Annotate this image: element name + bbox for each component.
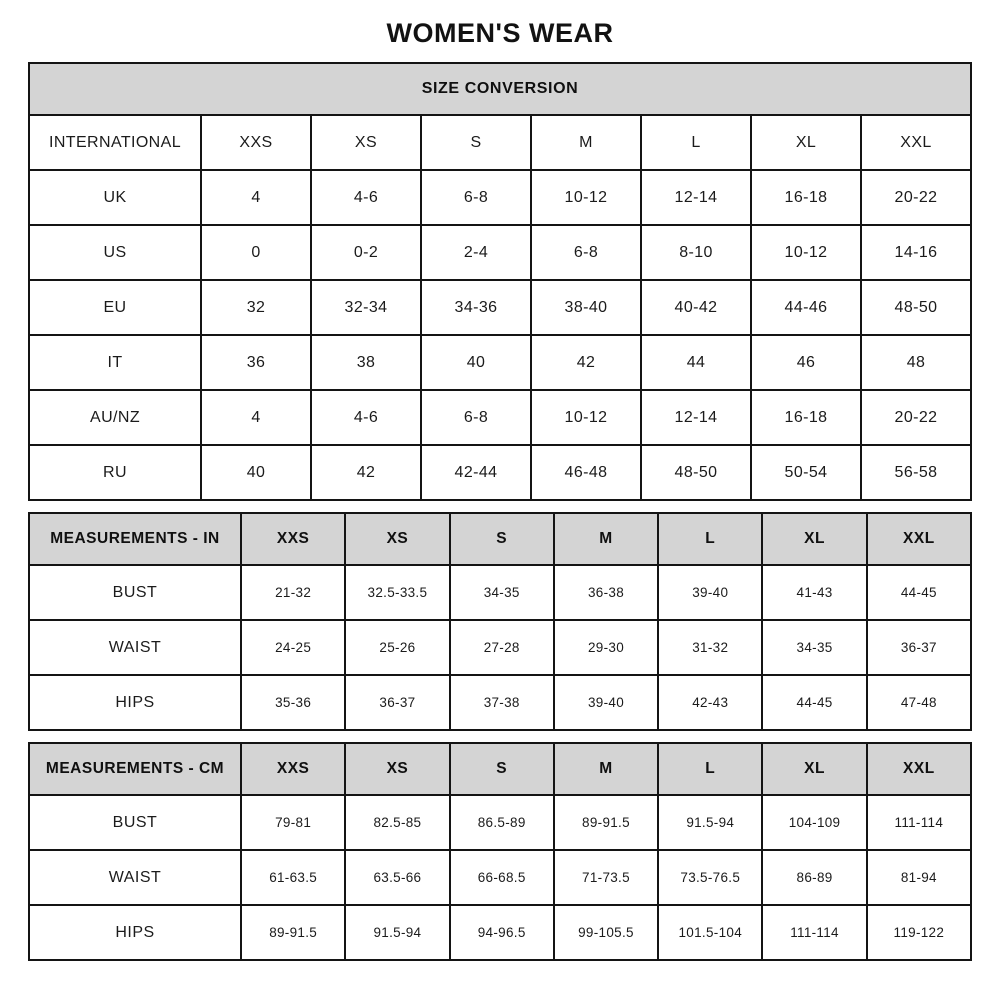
table-row-us	[29, 225, 971, 280]
col-header-s: S	[450, 743, 554, 795]
measure-cell: 99-105.5	[554, 905, 658, 960]
size-cell: 4	[201, 170, 311, 225]
row-label-uk: UK	[29, 170, 201, 225]
measure-cell: 101.5-104	[658, 905, 762, 960]
measure-cell: 111-114	[867, 795, 971, 850]
size-cell: 12-14	[641, 170, 751, 225]
size-cell: 8-10	[641, 225, 751, 280]
column-header-row	[29, 115, 971, 170]
size-cell: 42-44	[421, 445, 531, 500]
size-cell: 48-50	[641, 445, 751, 500]
size-cell: 50-54	[751, 445, 861, 500]
col-header-xs: XS	[345, 743, 449, 795]
column-header-row	[29, 743, 971, 795]
measure-cell: 86-89	[762, 850, 866, 905]
size-cell: 10-12	[531, 170, 641, 225]
row-label-bust: BUST	[29, 565, 241, 620]
size-cell: 4	[201, 390, 311, 445]
row-label-ru: RU	[29, 445, 201, 500]
measure-cell: 71-73.5	[554, 850, 658, 905]
table-row-aunz	[29, 390, 971, 445]
size-cell: 12-14	[641, 390, 751, 445]
size-cell: 48	[861, 335, 971, 390]
size-cell: 4-6	[311, 170, 421, 225]
col-header-xxs: XXS	[241, 513, 345, 565]
col-header-s: S	[421, 115, 531, 170]
size-cell: 42	[531, 335, 641, 390]
col-header-l: L	[641, 115, 751, 170]
measurements-in-header: MEASUREMENTS - IN	[29, 513, 241, 565]
size-cell: 38-40	[531, 280, 641, 335]
table-row-hips-cm	[29, 905, 971, 960]
table-row-uk	[29, 170, 971, 225]
table-row-waist-cm	[29, 850, 971, 905]
size-cell: 0-2	[311, 225, 421, 280]
table-row-bust-in	[29, 565, 971, 620]
measure-cell: 104-109	[762, 795, 866, 850]
measure-cell: 94-96.5	[450, 905, 554, 960]
table-header-row	[29, 63, 971, 115]
size-cell: 20-22	[861, 170, 971, 225]
table-row-bust-cm	[29, 795, 971, 850]
size-cell: 16-18	[751, 390, 861, 445]
col-header-s: S	[450, 513, 554, 565]
col-header-m: M	[531, 115, 641, 170]
size-cell: 16-18	[751, 170, 861, 225]
measure-cell: 36-37	[345, 675, 449, 730]
measure-cell: 37-38	[450, 675, 554, 730]
measure-cell: 63.5-66	[345, 850, 449, 905]
size-cell: 34-36	[421, 280, 531, 335]
measure-cell: 39-40	[658, 565, 762, 620]
measure-cell: 32.5-33.5	[345, 565, 449, 620]
size-cell: 46-48	[531, 445, 641, 500]
measure-cell: 91.5-94	[345, 905, 449, 960]
measurements-cm-header: MEASUREMENTS - CM	[29, 743, 241, 795]
measure-cell: 42-43	[658, 675, 762, 730]
row-label-hips: HIPS	[29, 675, 241, 730]
col-header-l: L	[658, 743, 762, 795]
page-title: WOMEN'S WEAR	[386, 18, 614, 48]
col-header-xs: XS	[345, 513, 449, 565]
measure-cell: 34-35	[450, 565, 554, 620]
measure-cell: 91.5-94	[658, 795, 762, 850]
size-cell: 20-22	[861, 390, 971, 445]
size-cell: 4-6	[311, 390, 421, 445]
size-conversion-header: SIZE CONVERSION	[29, 63, 971, 115]
measure-cell: 44-45	[867, 565, 971, 620]
measure-cell: 34-35	[762, 620, 866, 675]
row-label-hips: HIPS	[29, 905, 241, 960]
size-cell: 36	[201, 335, 311, 390]
measure-cell: 111-114	[762, 905, 866, 960]
row-label-waist: WAIST	[29, 620, 241, 675]
table-row-it	[29, 335, 971, 390]
size-cell: 40	[201, 445, 311, 500]
size-cell: 6-8	[531, 225, 641, 280]
measure-cell: 31-32	[658, 620, 762, 675]
measure-cell: 44-45	[762, 675, 866, 730]
measure-cell: 35-36	[241, 675, 345, 730]
size-cell: 14-16	[861, 225, 971, 280]
size-cell: 0	[201, 225, 311, 280]
measurements-in-table	[28, 512, 972, 731]
measure-cell: 41-43	[762, 565, 866, 620]
measure-cell: 66-68.5	[450, 850, 554, 905]
table-row-eu	[29, 280, 971, 335]
col-header-m: M	[554, 513, 658, 565]
row-label-aunz: AU/NZ	[29, 390, 201, 445]
col-header-xxs: XXS	[201, 115, 311, 170]
measure-cell: 73.5-76.5	[658, 850, 762, 905]
size-cell: 56-58	[861, 445, 971, 500]
measure-cell: 89-91.5	[554, 795, 658, 850]
col-header-xxl: XXL	[867, 743, 971, 795]
col-header-xl: XL	[751, 115, 861, 170]
col-header-xs: XS	[311, 115, 421, 170]
table-row-waist-in	[29, 620, 971, 675]
measure-cell: 47-48	[867, 675, 971, 730]
size-cell: 2-4	[421, 225, 531, 280]
size-cell: 32	[201, 280, 311, 335]
col-header-xxs: XXS	[241, 743, 345, 795]
col-header-xl: XL	[762, 743, 866, 795]
size-cell: 44	[641, 335, 751, 390]
size-cell: 10-12	[531, 390, 641, 445]
col-header-international: INTERNATIONAL	[29, 115, 201, 170]
size-cell: 48-50	[861, 280, 971, 335]
measure-cell: 27-28	[450, 620, 554, 675]
measure-cell: 81-94	[867, 850, 971, 905]
size-cell: 32-34	[311, 280, 421, 335]
size-cell: 46	[751, 335, 861, 390]
table-row-hips-in	[29, 675, 971, 730]
measure-cell: 25-26	[345, 620, 449, 675]
size-cell: 6-8	[421, 170, 531, 225]
measure-cell: 89-91.5	[241, 905, 345, 960]
size-cell: 38	[311, 335, 421, 390]
col-header-xxl: XXL	[861, 115, 971, 170]
measure-cell: 21-32	[241, 565, 345, 620]
size-cell: 44-46	[751, 280, 861, 335]
column-header-row	[29, 513, 971, 565]
size-cell: 6-8	[421, 390, 531, 445]
measure-cell: 82.5-85	[345, 795, 449, 850]
size-conversion-table	[28, 62, 972, 501]
size-cell: 40	[421, 335, 531, 390]
row-label-waist: WAIST	[29, 850, 241, 905]
size-cell: 42	[311, 445, 421, 500]
row-label-bust: BUST	[29, 795, 241, 850]
size-cell: 40-42	[641, 280, 751, 335]
measure-cell: 79-81	[241, 795, 345, 850]
col-header-l: L	[658, 513, 762, 565]
measure-cell: 119-122	[867, 905, 971, 960]
size-cell: 10-12	[751, 225, 861, 280]
measure-cell: 36-38	[554, 565, 658, 620]
measure-cell: 29-30	[554, 620, 658, 675]
col-header-m: M	[554, 743, 658, 795]
measure-cell: 39-40	[554, 675, 658, 730]
measure-cell: 86.5-89	[450, 795, 554, 850]
measurements-cm-table	[28, 742, 972, 961]
measure-cell: 36-37	[867, 620, 971, 675]
measure-cell: 61-63.5	[241, 850, 345, 905]
measure-cell: 24-25	[241, 620, 345, 675]
table-row-ru	[29, 445, 971, 500]
row-label-it: IT	[29, 335, 201, 390]
row-label-us: US	[29, 225, 201, 280]
col-header-xxl: XXL	[867, 513, 971, 565]
row-label-eu: EU	[29, 280, 201, 335]
col-header-xl: XL	[762, 513, 866, 565]
